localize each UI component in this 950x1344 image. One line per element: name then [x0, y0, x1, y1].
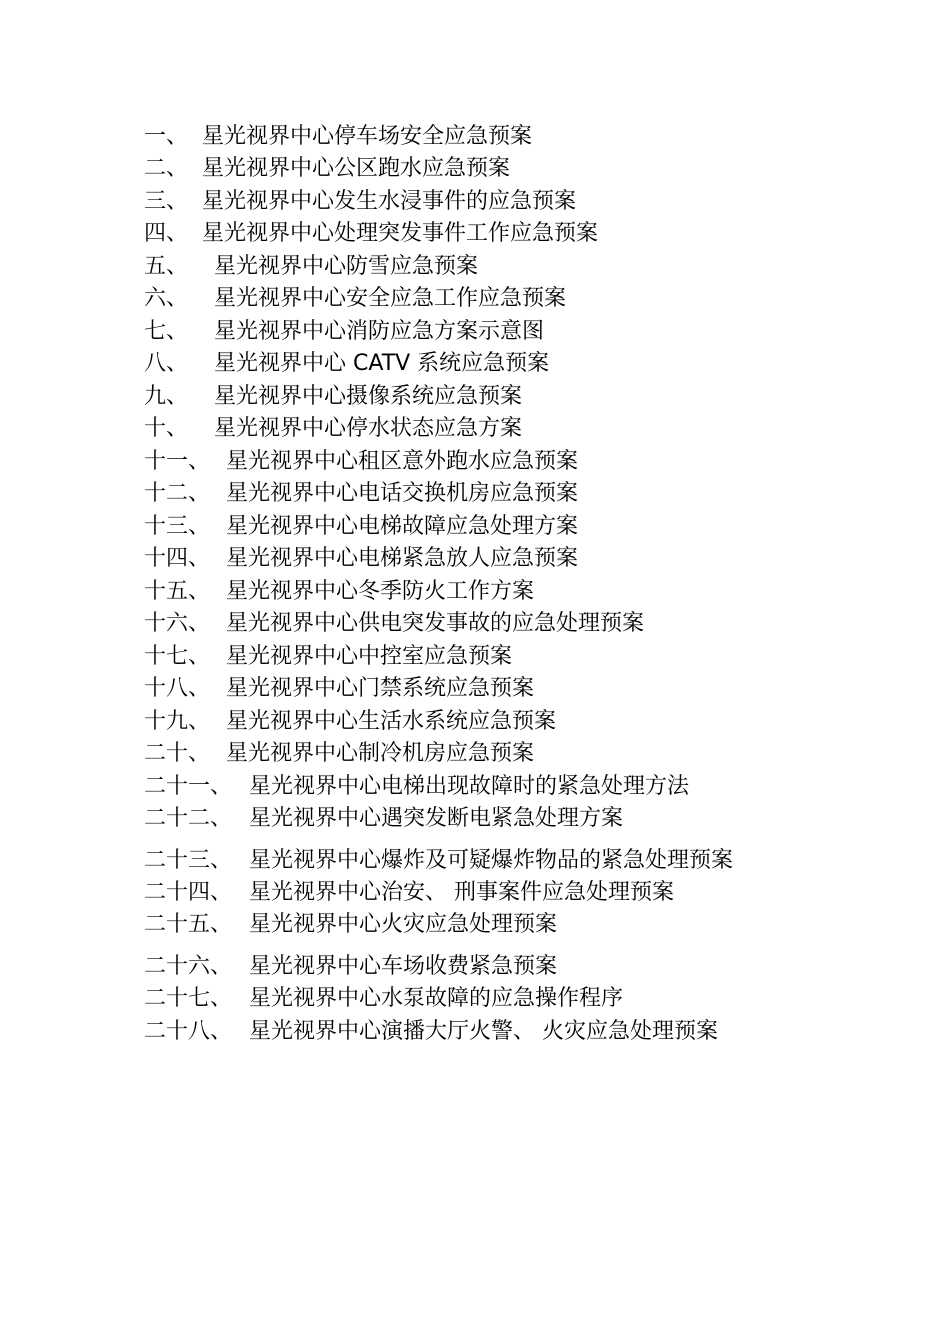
toc-item-title: 星光视界中心制冷机房应急预案 — [226, 741, 535, 766]
toc-item-number: 十一、 — [144, 449, 211, 474]
toc-item — [0, 512, 950, 542]
toc-item — [0, 878, 950, 908]
toc-item-number: 十二、 — [144, 481, 211, 506]
toc-item-number: 二十四、 — [144, 880, 233, 905]
toc-item-title: 星光视界中心电话交换机房应急预案 — [226, 481, 579, 506]
toc-item — [0, 739, 950, 769]
toc-item-title: 星光视界中心演播大厅火警、 火灾应急处理预案 — [249, 1019, 718, 1044]
toc-item-number: 六、 — [144, 286, 189, 311]
toc-item-title: 星光视界中心中控室应急预案 — [226, 644, 513, 669]
toc-item-number: 十四、 — [144, 546, 211, 571]
toc-item-number: 二、 — [144, 156, 189, 181]
toc-item-number: 一、 — [144, 124, 189, 149]
toc-item-number: 九、 — [144, 384, 189, 409]
toc-item-number: 七、 — [144, 319, 189, 344]
toc-item-number: 二十五、 — [144, 912, 233, 937]
toc-item-title: 星光视界中心公区跑水应急预案 — [202, 156, 511, 181]
toc-item-title: 星光视界中心停水状态应急方案 — [214, 416, 523, 441]
toc-item-title: 星光视界中心发生水浸事件的应急预案 — [202, 189, 577, 214]
toc-item — [0, 317, 950, 347]
toc-item-title: 星光视界中心水泵故障的应急操作程序 — [249, 986, 624, 1011]
toc-item — [0, 1017, 950, 1047]
toc-item-number: 三、 — [144, 189, 189, 214]
toc-item-title: 星光视界中心车场收费紧急预案 — [249, 954, 558, 979]
toc-item-title: 星光视界中心供电突发事故的应急处理预案 — [226, 611, 645, 636]
toc-item-number: 二十三、 — [144, 848, 233, 873]
toc-item — [0, 187, 950, 217]
toc-item-number: 十七、 — [144, 644, 211, 669]
toc-item — [0, 846, 950, 876]
toc-item — [0, 952, 950, 982]
toc-item — [0, 609, 950, 639]
toc-item — [0, 674, 950, 704]
toc-item — [0, 479, 950, 509]
toc-item-title: 星光视界中心处理突发事件工作应急预案 — [202, 221, 599, 246]
toc-item-number: 四、 — [144, 221, 189, 246]
toc-item — [0, 772, 950, 802]
toc-item-number: 十三、 — [144, 514, 211, 539]
toc-item-number: 二十八、 — [144, 1019, 233, 1044]
toc-item-title: 星光视界中心遇突发断电紧急处理方案 — [249, 806, 624, 831]
toc-item-number: 五、 — [144, 254, 189, 279]
toc-item-title: 星光视界中心门禁系统应急预案 — [226, 676, 535, 701]
toc-item — [0, 544, 950, 574]
toc-item-number: 十、 — [144, 416, 189, 441]
toc-item-title: 星光视界中心生活水系统应急预案 — [226, 709, 557, 734]
toc-item — [0, 984, 950, 1014]
toc-item — [0, 642, 950, 672]
toc-item-number: 十五、 — [144, 579, 211, 604]
toc-item-number: 二十二、 — [144, 806, 233, 831]
toc-item-title: 星光视界中心电梯故障应急处理方案 — [226, 514, 579, 539]
toc-item-number: 二十六、 — [144, 954, 233, 979]
toc-item-number: 十六、 — [144, 611, 211, 636]
toc-item-title: 星光视界中心 CATV 系统应急预案 — [214, 351, 550, 376]
toc-item-number: 八、 — [144, 351, 189, 376]
toc-item — [0, 414, 950, 444]
toc-item — [0, 349, 950, 379]
toc-item-title: 星光视界中心消防应急方案示意图 — [214, 319, 545, 344]
toc-item-title: 星光视界中心火灾应急处理预案 — [249, 912, 558, 937]
toc-item — [0, 382, 950, 412]
toc-item — [0, 252, 950, 282]
toc-item-title: 星光视界中心停车场安全应急预案 — [202, 124, 533, 149]
toc-item-title: 星光视界中心电梯出现故障时的紧急处理方法 — [249, 774, 690, 799]
toc-item-number: 十九、 — [144, 709, 211, 734]
toc-item-title: 星光视界中心冬季防火工作方案 — [226, 579, 535, 604]
toc-item — [0, 219, 950, 249]
toc-item-title: 星光视界中心爆炸及可疑爆炸物品的紧急处理预案 — [249, 848, 734, 873]
toc-item-title: 星光视界中心防雪应急预案 — [214, 254, 479, 279]
toc-item-title: 星光视界中心租区意外跑水应急预案 — [226, 449, 579, 474]
toc-item — [0, 284, 950, 314]
toc-item — [0, 447, 950, 477]
toc-item-number: 十八、 — [144, 676, 211, 701]
toc-item-number: 二十七、 — [144, 986, 233, 1011]
toc-item-title: 星光视界中心治安、 刑事案件应急处理预案 — [249, 880, 674, 905]
toc-item — [0, 804, 950, 834]
toc-item — [0, 910, 950, 940]
toc-item — [0, 577, 950, 607]
toc-item-title: 星光视界中心安全应急工作应急预案 — [214, 286, 567, 311]
toc-item-number: 二十一、 — [144, 774, 233, 799]
toc-item — [0, 707, 950, 737]
toc-item — [0, 122, 950, 152]
toc-item-title: 星光视界中心摄像系统应急预案 — [214, 384, 523, 409]
toc-item — [0, 154, 950, 184]
toc-item-number: 二十、 — [144, 741, 211, 766]
toc-item-title: 星光视界中心电梯紧急放人应急预案 — [226, 546, 579, 571]
